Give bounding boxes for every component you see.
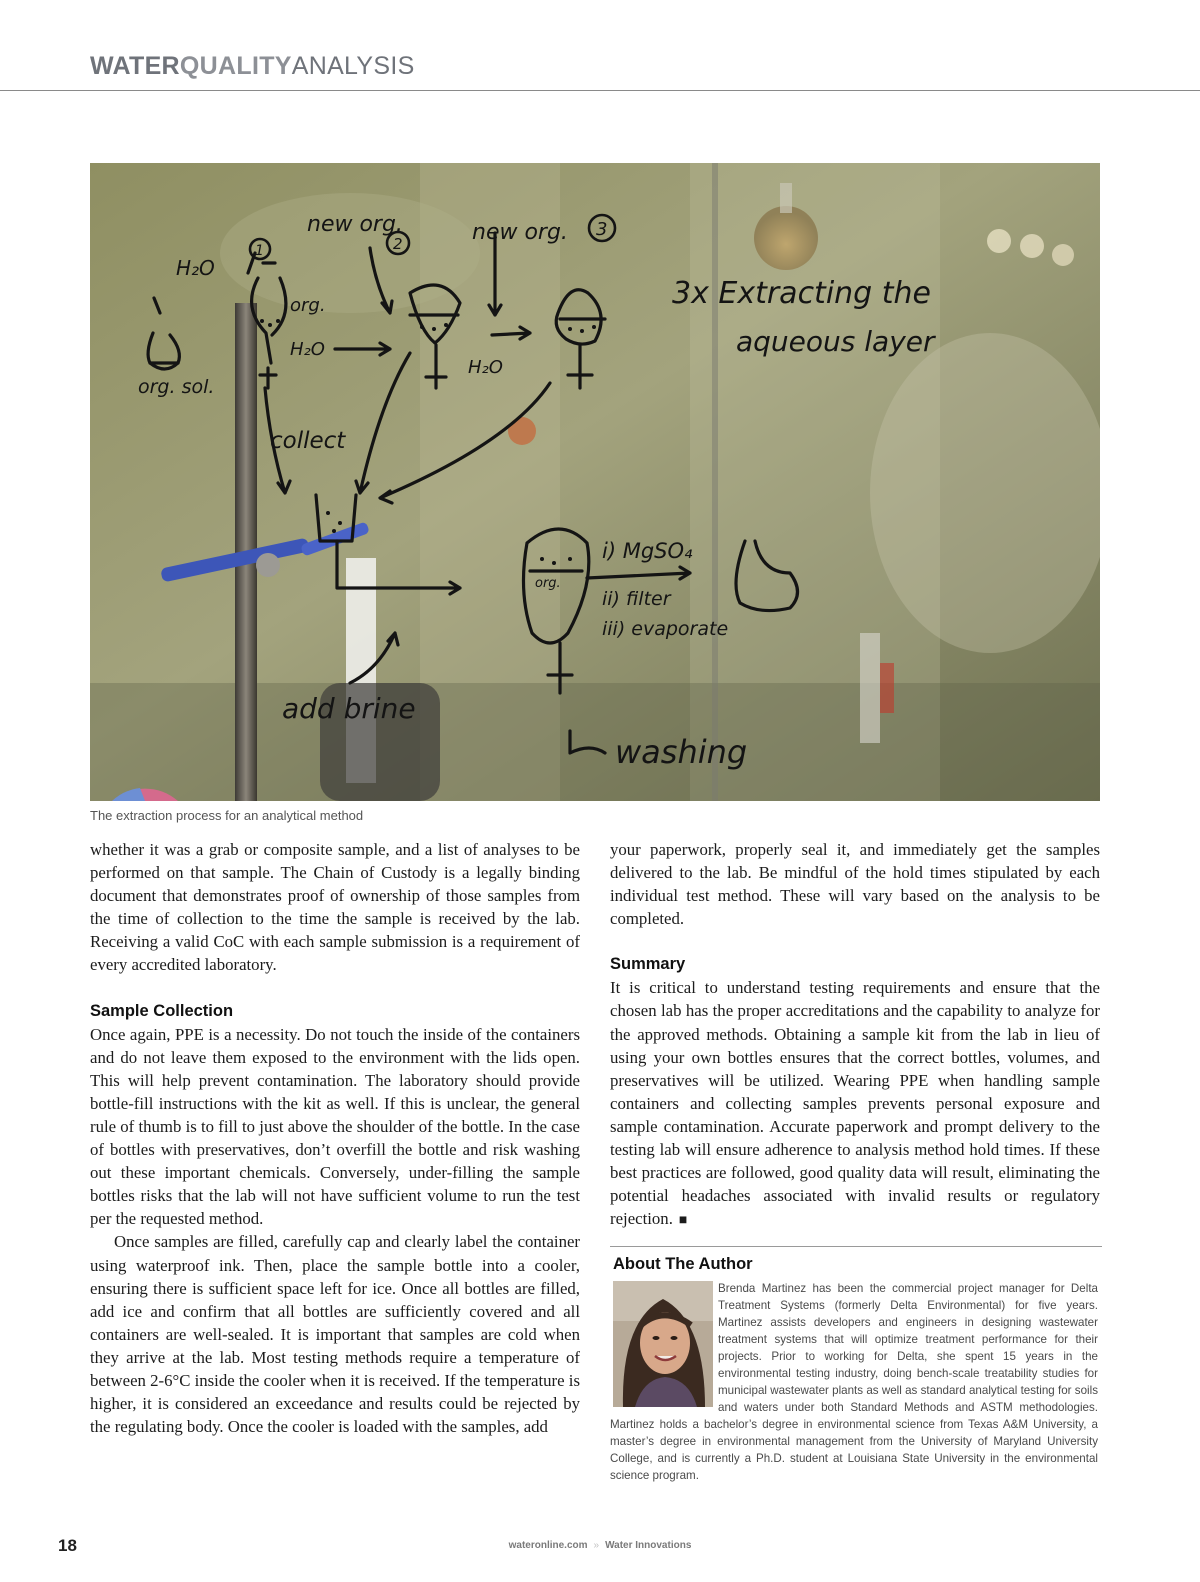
end-of-article-mark: ■ xyxy=(678,1211,688,1228)
header-rule xyxy=(0,90,1200,91)
ink-circle-2: 2 xyxy=(393,235,403,253)
ink-step-i: i) MgSO₄ xyxy=(602,539,693,563)
footer-credit xyxy=(0,1540,1200,1551)
ink-org-sol: org. sol. xyxy=(138,376,215,398)
extraction-photo xyxy=(90,163,1100,801)
ink-h2o-right: H₂O xyxy=(468,357,503,378)
ink-org-inner: org. xyxy=(535,576,561,591)
ink-step-ii: ii) filter xyxy=(602,588,671,610)
spacer xyxy=(610,930,1100,953)
footer-publication: Water Innovations xyxy=(605,1540,692,1551)
page-number: 18 xyxy=(58,1536,77,1555)
header-word-water: WATER xyxy=(90,52,180,80)
left-paragraph-3: Once samples are filled, carefully cap and clearly label the container using waterproof ink. Then, place the sample bottle into a cooler, ensuring there is sufficient space left for ice. Once all bottles are filled, add ice and confirm that all bottles are sufficiently covered and all containers are well-sealed. It is important that samples are cold when they arrive at the lab. Most testing methods require a temperature of between 2-6°C inside the cooler when it is received. If the temperature is higher, it is considered an exceedance and results could be rejected by the regulating body. Once the cooler is loaded with the samples, add xyxy=(90,1232,580,1437)
ink-step-iii: iii) evaporate xyxy=(602,618,729,640)
ink-collect: collect xyxy=(270,428,346,454)
ink-h2o-top: H₂O xyxy=(176,256,215,280)
footer-site: wateronline.com xyxy=(508,1540,588,1551)
header-word-analysis: ANALYSIS xyxy=(291,52,415,80)
ink-org-label: org. xyxy=(290,295,326,316)
ink-new-org-1: new org. xyxy=(307,212,403,237)
ink-new-org-2: new org. xyxy=(472,220,568,245)
spacer xyxy=(90,977,580,1000)
ink-title-line-2: aqueous layer xyxy=(736,325,935,358)
author-bio-text: Brenda Martinez has been the commercial project manager for Delta Treatment Systems (formerly Delta Environmental) for five years. Martinez assists developers and engineers in designing wastewater treatment systems that will optimize treatment performance for their projects. Prior to working for Delta, she spent 15 years in the environmental testing industry, doing bench-scale treatability studies for municipal wastewater plants as well as standard analytical testing for soils and waters under both Standard Methods and ASTM methodologies. Martinez holds a bachelor’s degree in environmental science from Texas A&M University, a master’s degree in environmental management from the University of Maryland University College, and is currently a Ph.D. student at Louisiana State University in the environmental science program. xyxy=(610,1282,1098,1482)
right-paragraph-1: your paperwork, properly seal it, and immediately get the samples delivered to the lab. Be mindful of the hold times stipulated by each individual test method. These will vary based on the analysis to be completed. xyxy=(610,840,1100,929)
left-paragraph-2: Once again, PPE is a necessity. Do not touch the inside of the containers and do not leave them exposed to the environment with the lids open. This will help prevent contamination. The laboratory should provide bottle-fill instructions with the kit as well. If this is unclear, the general rule of thumb is to fill to just above the shoulder of the bottle. In the case of bottles with preservatives, don’t overfill the bottle and risk washing out these important chemicals. Conversely, under-filling the sample bottles risks that the lab will not have sufficient volume to run the test per the requested method. xyxy=(90,1024,580,1229)
ink-h2o-mid: H₂O xyxy=(290,339,325,360)
section-header xyxy=(90,52,415,81)
ink-washing: washing xyxy=(615,733,748,771)
heading-sample-collection: Sample Collection xyxy=(90,1001,234,1020)
figure-caption: The extraction process for an analytical method xyxy=(90,808,364,823)
right-paragraph-2 xyxy=(610,976,1100,1231)
author-divider xyxy=(610,1246,1102,1247)
ink-circle-1: 1 xyxy=(255,243,264,259)
heading-summary: Summary xyxy=(610,955,686,974)
ink-circle-3: 3 xyxy=(596,219,608,240)
summary-text: It is critical to understand testing requirements and ensure that the chosen lab has the proper accreditations and the capability to analyze for the approved methods. Obtaining a sample kit from the lab in lieu of using your own bottles ensures that the correct bottles, volumes, and preservatives will be utilized. Wearing PPE when handling sample containers and collecting samples prevents personal exposure and sample contamination. Accurate paperwork and prompt delivery to the testing lab will ensure adherence to analysis method hold times. If these best practices are followed, good quality data will result, eliminating the potential headaches associated with invalid results or regulatory rejection. xyxy=(610,978,1100,1229)
header-word-quality: QUALITY xyxy=(179,52,292,80)
author-portrait xyxy=(613,1281,713,1407)
ink-title-line-1: 3x Extracting the xyxy=(672,276,931,311)
ink-add-brine: add brine xyxy=(282,692,416,725)
left-paragraph-1: whether it was a grab or composite sample, and a list of analyses to be performed on that sample. The Chain of Custody is a legally binding document that demonstrates proof of ownership of those samples from the time of collection to the time the sample is received by the lab. Receiving a valid CoC with each sample submission is a requirement of every accredited laboratory. xyxy=(90,840,580,975)
author-heading: About The Author xyxy=(613,1255,753,1273)
footer-separator: » xyxy=(593,1540,600,1551)
left-column xyxy=(90,838,580,1438)
right-column xyxy=(610,838,1100,1231)
